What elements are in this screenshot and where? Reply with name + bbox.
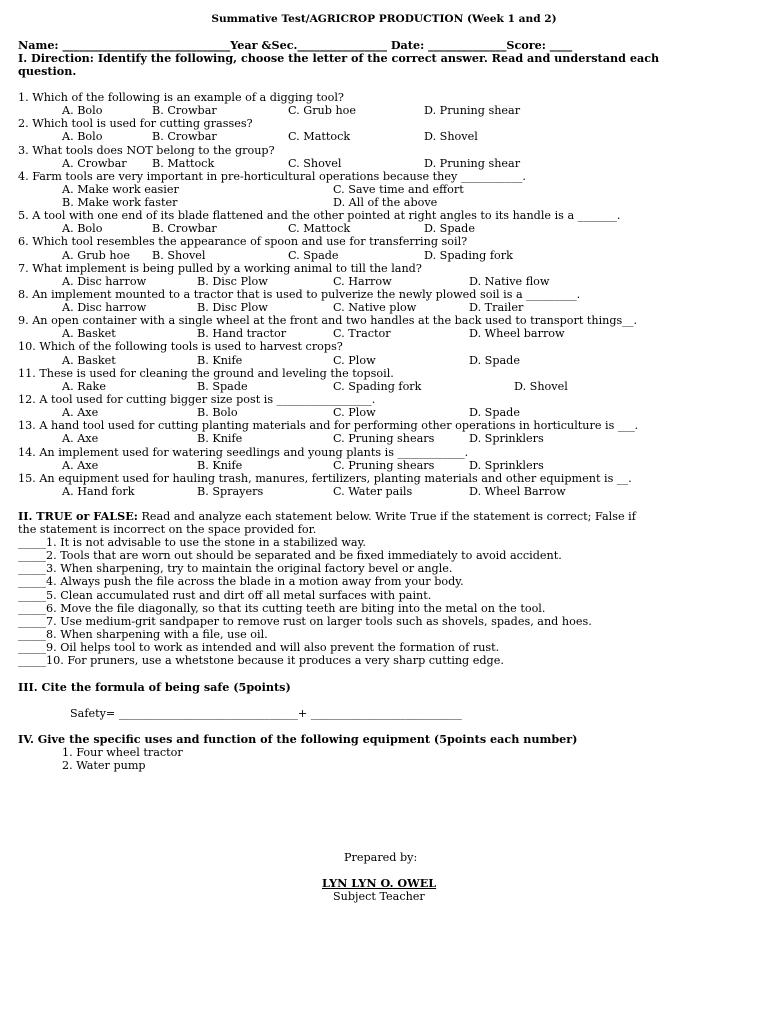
choice-c: C. Spade xyxy=(288,248,339,262)
choice-b: B. Crowbar xyxy=(152,222,217,236)
choice-b: B. Mattock xyxy=(152,156,215,170)
choice-b: B. Sprayers xyxy=(197,484,264,498)
choice-a: A. Axe xyxy=(62,406,99,420)
choice-c: C. Water pails xyxy=(333,484,413,498)
question-text: 8. An implement mounted to a tractor that is used to pulverize the newly plowed soil is a _________. xyxy=(18,287,581,301)
choice-a: A. Hand fork xyxy=(62,484,135,498)
choice-d: D. Sprinklers xyxy=(469,458,544,472)
choice-a: A. Axe xyxy=(62,458,99,472)
choice-d: D. Pruning shear xyxy=(424,156,521,170)
true-false-item: _____3. When sharpening, try to maintain the original factory bevel or angle. xyxy=(18,562,453,576)
choice-a: A. Make work easier xyxy=(62,182,179,196)
choice-c: C. Plow xyxy=(333,406,376,420)
question-text: 11. These is used for cleaning the ground and leveling the topsoil. xyxy=(18,366,394,380)
safety-formula: Safety= ________________________________+ ___________________________ xyxy=(70,707,462,720)
choice-d: D. Native flow xyxy=(469,274,550,288)
question-text: 5. A tool with one end of its blade flattened and the other pointed at right angles to its handle is a _______. xyxy=(18,209,621,223)
choice-b: B. Spade xyxy=(197,379,248,393)
choice-b: B. Knife xyxy=(197,432,243,446)
true-false-item: _____2. Tools that are worn out should be separated and be fixed immediately to avoid accident. xyxy=(18,549,562,563)
choice-d: D. All of the above xyxy=(333,196,438,210)
choice-a: A. Bolo xyxy=(62,222,103,236)
part2-direction-cont: the statement is incorrect on the space provided for. xyxy=(18,523,317,536)
question-text: 3. What tools does NOT belong to the group? xyxy=(18,143,275,157)
part4-item: 1. Four wheel tractor xyxy=(62,746,183,759)
choice-c: C. Save time and effort xyxy=(333,182,464,196)
true-false-item: _____4. Always push the file across the blade in a motion away from your body. xyxy=(18,575,464,589)
choice-d: D. Spade xyxy=(469,406,520,420)
question-text: 7. What implement is being pulled by a working animal to till the land? xyxy=(18,261,422,275)
choice-b: B. Hand tractor xyxy=(197,327,287,341)
choice-d: D. Spade xyxy=(469,353,520,367)
choice-c: C. Plow xyxy=(333,353,376,367)
true-false-item: _____9. Oil helps tool to work as intended and will also prevent the formation of rust. xyxy=(18,641,500,655)
choice-b: B. Crowbar xyxy=(152,130,217,144)
choice-d: D. Pruning shear xyxy=(424,104,521,118)
part4-heading: IV. Give the specific uses and function of the following equipment (5points each number) xyxy=(18,732,578,746)
choice-a: A. Basket xyxy=(62,353,116,367)
choice-d: D. Wheel Barrow xyxy=(469,484,566,498)
name-line: Name: ______________________________Year &Sec.________________ Date: ______________Score: ____ xyxy=(18,38,573,52)
choice-c: C. Native plow xyxy=(333,301,417,315)
choice-c: C. Mattock xyxy=(288,130,351,144)
part1-direction-cont: question. xyxy=(18,64,77,78)
question-text: 15. An equipment used for hauling trash, manures, fertilizers, planting materials and other equipment is __. xyxy=(18,471,632,485)
test-title: Summative Test/AGRICROP PRODUCTION (Week 1 and 2) xyxy=(211,13,557,25)
choice-a: A. Disc harrow xyxy=(62,301,147,315)
choice-c: C. Pruning shears xyxy=(333,432,435,446)
part1-direction: I. Direction: Identify the following, choose the letter of the correct answer. Read and understand each xyxy=(18,51,660,65)
true-false-item: _____6. Move the file diagonally, so that its cutting teeth are biting into the metal on the tool. xyxy=(18,601,546,615)
choice-a: A. Disc harrow xyxy=(62,274,147,288)
choice-c: C. Mattock xyxy=(288,222,351,236)
choice-a: A. Grub hoe xyxy=(62,248,130,262)
true-false-item: _____10. For pruners, use a whetstone because it produces a very sharp cutting edge. xyxy=(18,654,504,668)
true-false-item: _____8. When sharpening with a file, use oil. xyxy=(18,627,268,641)
choice-b: B. Disc Plow xyxy=(197,274,268,288)
question-text: 9. An open container with a single wheel at the front and two handles at the back used to transport things__. xyxy=(18,314,638,328)
true-false-item: _____1. It is not advisable to use the stone in a stabilized way. xyxy=(18,536,366,549)
question-text: 13. A hand tool used for cutting planting materials and for performing other operations in horticulture is ___. xyxy=(18,419,639,433)
choice-b: B. Knife xyxy=(197,458,243,472)
choice-b: B. Crowbar xyxy=(152,104,217,118)
question-text: 12. A tool used for cutting bigger size post is _________________. xyxy=(18,392,376,406)
choice-d: D. Spading fork xyxy=(424,248,513,262)
choice-d: D. Trailer xyxy=(469,301,524,315)
choice-c: C. Pruning shears xyxy=(333,458,435,472)
choice-d: D. Shovel xyxy=(424,130,478,144)
choice-d: D. Spade xyxy=(424,222,475,236)
choice-c: C. Spading fork xyxy=(333,379,422,393)
question-text: 4. Farm tools are very important in pre-horticultural operations because they ___________. xyxy=(18,169,526,183)
choice-a: A. Bolo xyxy=(62,130,103,144)
choice-b: B. Shovel xyxy=(152,248,206,262)
part2-heading: II. TRUE or FALSE: xyxy=(18,509,138,523)
question-text: 1. Which of the following is an example of a digging tool? xyxy=(18,91,344,104)
teacher-name: LYN LYN O. OWEL xyxy=(322,876,437,890)
choice-a: A. Crowbar xyxy=(62,156,127,170)
choice-b: B. Disc Plow xyxy=(197,301,268,315)
question-text: 2. Which tool is used for cutting grasses? xyxy=(18,117,253,131)
part3-heading: III. Cite the formula of being safe (5points) xyxy=(18,680,291,694)
prepared-by: Prepared by: xyxy=(344,851,418,864)
choice-a: A. Bolo xyxy=(62,104,103,118)
choice-a: A. Basket xyxy=(62,327,116,341)
question-text: 14. An implement used for watering seedlings and young plants is ____________. xyxy=(18,445,469,459)
choice-d: D. Wheel barrow xyxy=(469,327,565,341)
part2-direction-text: Read and analyze each statement below. Write True if the statement is correct; False if xyxy=(137,510,636,523)
choice-a: A. Axe xyxy=(62,432,99,446)
teacher-title: Subject Teacher xyxy=(333,890,425,903)
choice-c: C. Shovel xyxy=(288,156,342,170)
choice-b: B. Make work faster xyxy=(62,196,178,210)
part2-direction xyxy=(18,510,636,523)
choice-c: C. Harrow xyxy=(333,274,392,288)
true-false-item: _____7. Use medium-grit sandpaper to remove rust on larger tools such as shovels, spades, and hoes. xyxy=(18,614,592,628)
choice-a: A. Rake xyxy=(62,379,106,393)
choice-d: D. Shovel xyxy=(514,379,568,393)
choice-b: B. Bolo xyxy=(197,406,238,420)
part4-item: 2. Water pump xyxy=(62,759,146,772)
question-text: 10. Which of the following tools is used to harvest crops? xyxy=(18,340,343,354)
choice-d: D. Sprinklers xyxy=(469,432,544,446)
choice-c: C. Tractor xyxy=(333,327,391,341)
choice-c: C. Grub hoe xyxy=(288,104,357,118)
choice-b: B. Knife xyxy=(197,353,243,367)
true-false-item: _____5. Clean accumulated rust and dirt off all metal surfaces with paint. xyxy=(18,588,432,602)
question-text: 6. Which tool resembles the appearance of spoon and use for transferring soil? xyxy=(18,235,468,249)
